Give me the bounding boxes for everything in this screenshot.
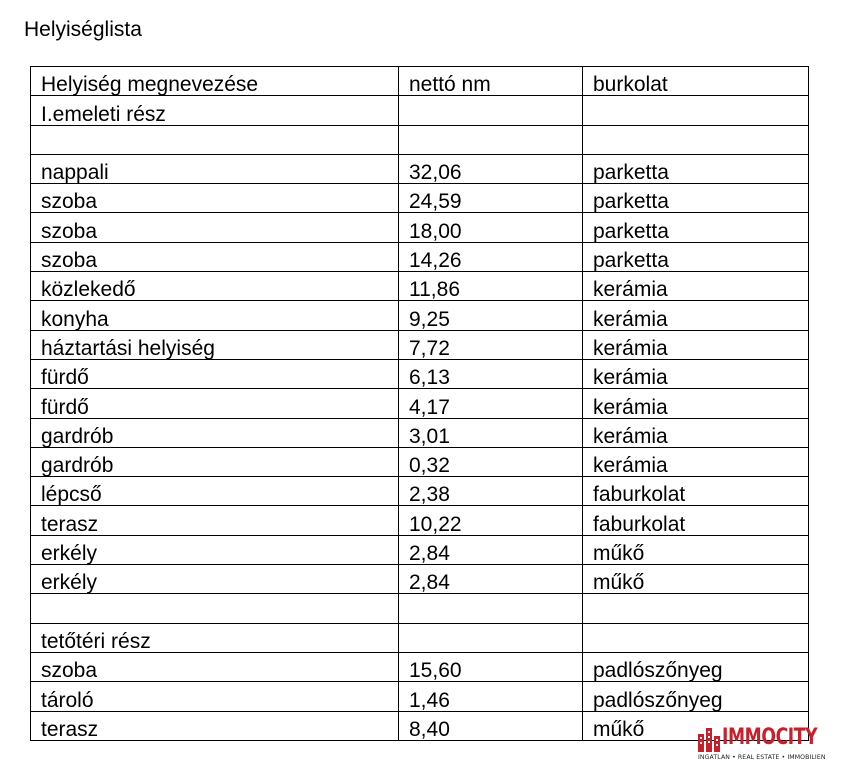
cell-flooring: műkő [583, 535, 809, 564]
cell-net-area: 8,40 [399, 711, 583, 740]
table-body [31, 96, 809, 741]
cell-room-name: tetőtéri rész [31, 623, 399, 652]
cell-flooring: műkő [583, 711, 809, 740]
cell-room-name: szoba [31, 242, 399, 271]
cell-net-area: 4,17 [399, 389, 583, 418]
cell-room-name: tároló [31, 682, 399, 711]
cell-net-area: 7,72 [399, 330, 583, 359]
cell-room-name: terasz [31, 506, 399, 535]
cell-flooring: műkő [583, 565, 809, 594]
cell-room-name: szoba [31, 652, 399, 681]
table-row [31, 535, 809, 564]
cell-flooring: kerámia [583, 301, 809, 330]
table-row [31, 301, 809, 330]
cell-room-name: erkély [31, 535, 399, 564]
cell-flooring [583, 594, 809, 623]
cell-net-area [399, 125, 583, 154]
cell-net-area: 1,46 [399, 682, 583, 711]
cell-flooring: kerámia [583, 447, 809, 476]
cell-flooring: parketta [583, 154, 809, 183]
room-list-table [30, 66, 809, 741]
cell-room-name: fürdő [31, 359, 399, 388]
cell-room-name: konyha [31, 301, 399, 330]
table-row [31, 389, 809, 418]
cell-net-area [399, 594, 583, 623]
cell-net-area: 9,25 [399, 301, 583, 330]
cell-flooring: padlószőnyeg [583, 652, 809, 681]
cell-flooring: parketta [583, 213, 809, 242]
cell-flooring: kerámia [583, 359, 809, 388]
cell-flooring [583, 96, 809, 125]
table-row [31, 330, 809, 359]
cell-flooring: kerámia [583, 272, 809, 301]
cell-net-area: 3,01 [399, 418, 583, 447]
cell-room-name: szoba [31, 213, 399, 242]
table-row [31, 506, 809, 535]
header-net-area: nettó nm [399, 67, 583, 96]
cell-net-area: 2,38 [399, 477, 583, 506]
table-row [31, 242, 809, 271]
table-row [31, 652, 809, 681]
cell-net-area: 32,06 [399, 154, 583, 183]
cell-room-name: erkély [31, 565, 399, 594]
table-row [31, 213, 809, 242]
table-row [31, 594, 809, 623]
cell-net-area [399, 96, 583, 125]
logo-tagline: INGATLAN • REAL ESTATE • IMMOBILIEN [698, 754, 826, 761]
table-row [31, 125, 809, 154]
cell-flooring: kerámia [583, 418, 809, 447]
cell-room-name: gardrób [31, 418, 399, 447]
table-row [31, 477, 809, 506]
table-row [31, 272, 809, 301]
table-row [31, 447, 809, 476]
logo-wordmark: IMMOCITY [722, 725, 818, 750]
cell-room-name: gardrób [31, 447, 399, 476]
cell-room-name: háztartási helyiség [31, 330, 399, 359]
cell-net-area: 6,13 [399, 359, 583, 388]
cell-net-area: 11,86 [399, 272, 583, 301]
table-row [31, 565, 809, 594]
cell-net-area: 18,00 [399, 213, 583, 242]
building-logo-icon [698, 726, 720, 752]
table-row [31, 682, 809, 711]
cell-room-name: szoba [31, 184, 399, 213]
table-row [31, 96, 809, 125]
table-row [31, 154, 809, 183]
company-logo [698, 724, 844, 764]
cell-room-name: közlekedő [31, 272, 399, 301]
cell-room-name [31, 594, 399, 623]
table-row [31, 623, 809, 652]
cell-net-area: 2,84 [399, 565, 583, 594]
header-flooring: burkolat [583, 67, 809, 96]
cell-flooring: padlószőnyeg [583, 682, 809, 711]
cell-flooring [583, 125, 809, 154]
cell-room-name: fürdő [31, 389, 399, 418]
page-title: Helyiséglista [24, 18, 142, 41]
table-row [31, 184, 809, 213]
cell-net-area: 14,26 [399, 242, 583, 271]
table-row [31, 359, 809, 388]
cell-flooring: parketta [583, 242, 809, 271]
cell-net-area: 2,84 [399, 535, 583, 564]
table-header-row [31, 67, 809, 96]
cell-room-name: nappali [31, 154, 399, 183]
cell-flooring: parketta [583, 184, 809, 213]
cell-net-area: 10,22 [399, 506, 583, 535]
table-row [31, 418, 809, 447]
cell-room-name: terasz [31, 711, 399, 740]
cell-net-area: 24,59 [399, 184, 583, 213]
cell-net-area: 15,60 [399, 652, 583, 681]
cell-room-name: I.emeleti rész [31, 96, 399, 125]
cell-flooring: kerámia [583, 330, 809, 359]
cell-flooring [583, 623, 809, 652]
cell-flooring: faburkolat [583, 506, 809, 535]
cell-net-area [399, 623, 583, 652]
cell-flooring: faburkolat [583, 477, 809, 506]
cell-flooring: kerámia [583, 389, 809, 418]
cell-room-name [31, 125, 399, 154]
cell-net-area: 0,32 [399, 447, 583, 476]
header-room-name: Helyiség megnevezése [31, 67, 399, 96]
table-row [31, 711, 809, 740]
cell-room-name: lépcső [31, 477, 399, 506]
